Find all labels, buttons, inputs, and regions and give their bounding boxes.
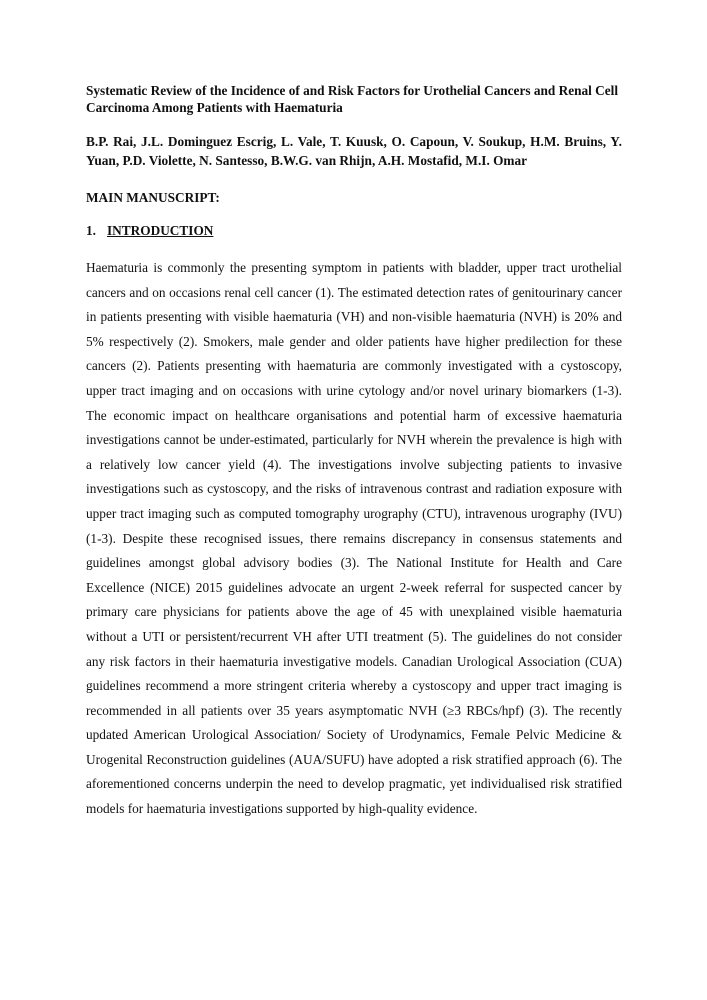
section-number: 1. xyxy=(86,223,96,238)
introduction-paragraph: Haematuria is commonly the presenting symptom in patients with bladder, upper tract urothelial cancers and on occasions renal cell cancer (1). The estimated detection rates of genitourinary cancer in patients presenting with visible haematuria (VH) and non-visible haematuria (NVH) is 20% and 5% respectively (2). Smokers, male gender and older patients have higher predilection for these cancers (2). Patients presenting with haematuria are commonly investigated with a cystoscopy, upper tract imaging and on occasions with urine cytology and/or novel urinary biomarkers (1-3). The economic impact on healthcare organisations and potential harm of excessive haematuria investigations cannot be under-estimated, particularly for NVH wherein the prevalence is high with a relatively low cancer yield (4). The investigations involve subjecting patients to invasive investigations such as cystoscopy, and the risks of intravenous contrast and radiation exposure with upper tract imaging such as computed tomography urography (CTU), intravenous urography (IVU) (1-3). Despite these recognised issues, there remains discrepancy in consensus statements and guidelines amongst global advisory bodies (3). The National Institute for Health and Care Excellence (NICE) 2015 guidelines advocate an urgent 2-week referral for suspected cancer by primary care physicians for patients above the age of 45 with unexplained visible haematuria without a UTI or persistent/recurrent VH after UTI treatment (5). The guidelines do not consider any risk factors in their haematuria investigative models. Canadian Urological Association (CUA) guidelines recommend a more stringent criteria whereby a cystoscopy and upper tract imaging is recommended in all patients over 35 years asymptomatic NVH (≥3 RBCs/hpf) (3). The recently updated American Urological Association/ Society of Urodynamics, Female Pelvic Medicine & Urogenital Reconstruction guidelines (AUA/SUFU) have adopted a risk stratified approach (6). The aforementioned concerns underpin the need to develop pragmatic, yet individualised risk stratified models for haematuria investigations supported by high-quality evidence. xyxy=(86,260,622,817)
author-list: B.P. Rai, J.L. Dominguez Escrig, L. Vale, T. Kuusk, O. Capoun, V. Soukup, H.M. Bruins, Y. Yuan, P.D. Violette, N. Santesso, B.W.G. van Rhijn, A.H. Mostafid, M.I. Omar xyxy=(86,134,622,168)
manuscript-page xyxy=(86,82,622,822)
section-heading xyxy=(86,222,622,239)
paper-title: Systematic Review of the Incidence of and Risk Factors for Urothelial Cancers and Renal Cell Carcinoma Among Patients with Haematuria xyxy=(86,83,619,115)
section-label: MAIN MANUSCRIPT: xyxy=(86,190,220,205)
section-heading-text: INTRODUCTION xyxy=(107,223,214,238)
